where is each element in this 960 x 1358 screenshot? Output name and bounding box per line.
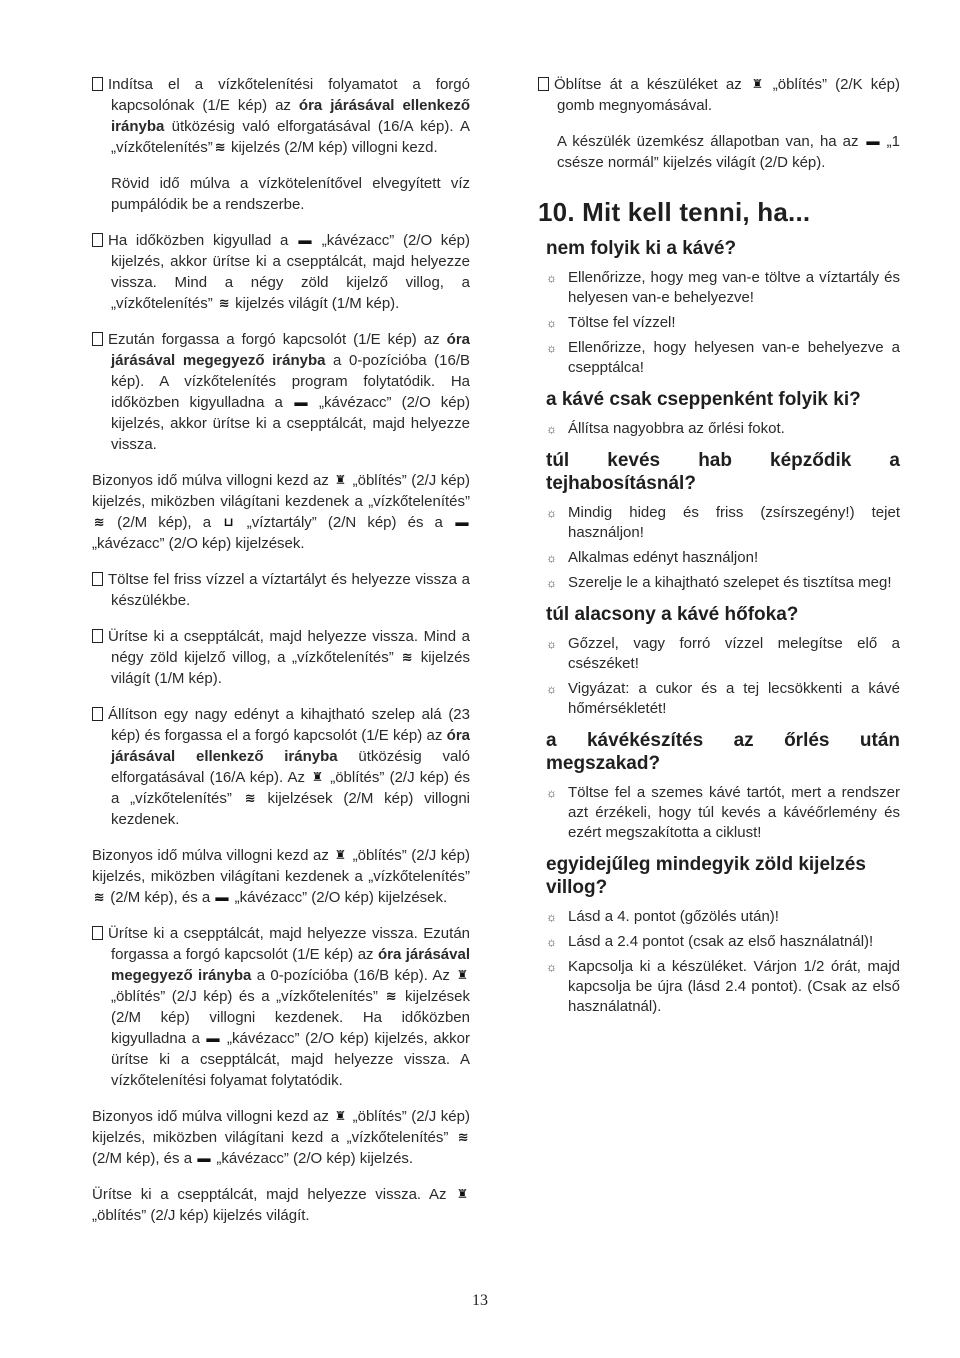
tip-text: Mindig hideg és friss (zsírszegény!) tejet használjon! — [568, 504, 900, 541]
tip-item — [546, 503, 900, 543]
instruction-paragraph — [538, 74, 900, 116]
text-run: „kávézacc” (2/O kép) kijelzések. — [230, 889, 448, 906]
tip-item — [546, 932, 900, 952]
tip-text: Ellenőrizze, hogy meg van-e töltve a víztartály és helyesen van-e behelyezve! — [568, 269, 900, 306]
instruction-paragraph — [92, 704, 470, 830]
steam-icon: ≋ — [385, 989, 397, 1003]
rinse-icon: ♜ — [334, 848, 347, 862]
text-run: „kávézacc” (2/O kép) kijelzés, akkor ürítse ki a csepptálcát, majd helyezze vissza. Mind a négy zöld kijelző villog, a „vízkőtelenítés” — [111, 232, 470, 312]
tip-text: Kapcsolja ki a készüléket. Várjon 1/2 órát, majd kapcsolja be újra (lásd 2.4 pontot). (Csak az első használatnál). — [568, 958, 900, 1015]
bold-text-run: óra járásával ellenkező irányba — [111, 97, 470, 135]
bulb-icon: ☼ — [546, 576, 557, 590]
text-run: „öblítés” (2/J kép) kijelzés, miközben világítani kezdenek a „vízkőtelenítés” — [92, 472, 470, 510]
instruction-paragraph — [538, 131, 900, 173]
text-run: „öblítés” (2/J kép) és a „vízkőtelenítés” — [111, 769, 470, 807]
text-run: kijelzések (2/M kép) villogni kezdenek. Ha időközben kigyulladna a — [111, 988, 470, 1047]
bulb-icon: ☼ — [546, 551, 557, 565]
question-heading: túl kevés hab képződik a tejhabosításnál? — [546, 450, 900, 494]
text-run: „öblítés” (2/J kép) kijelzés világít. — [92, 1207, 310, 1224]
tip-item — [546, 573, 900, 593]
text-run: a 0-pozícióba (16/B kép). A vízkőtelenítés program folytatódik. Ha időközben kigyulladna a — [111, 352, 470, 411]
tank-icon: ⊔ — [223, 515, 235, 529]
cup-icon: ▬ — [215, 890, 230, 904]
tip-text: Töltse fel vízzel! — [568, 314, 676, 331]
steam-icon: ≋ — [218, 296, 230, 310]
cup-icon: ▬ — [206, 1031, 221, 1045]
instruction-paragraph — [92, 74, 470, 158]
text-run: (2/M kép), a — [106, 514, 223, 531]
steam-icon: ≋ — [214, 140, 226, 154]
bold-text-run: óra járásával megegyező irányba — [111, 331, 470, 369]
checkbox-icon — [92, 77, 103, 91]
tip-item — [546, 907, 900, 927]
bulb-icon: ☼ — [546, 910, 557, 924]
question-heading: egyidejűleg mindegyik zöld kijelzés villog? — [546, 854, 866, 898]
tip-text: Töltse fel a szemes kávé tartót, mert a rendszer azt érzékeli, hogy túl kevés a kávéőrlemény és ezért megszakította a ciklust! — [568, 784, 900, 841]
instruction-paragraph — [92, 923, 470, 1091]
text-run: (2/M kép), és a — [106, 889, 215, 906]
text-run: A készülék üzemkész állapotban van, ha az — [557, 133, 865, 150]
rinse-icon: ♜ — [311, 770, 324, 784]
text-run: kijelzés világít (1/M kép). — [111, 649, 470, 687]
text-run: „kávézacc” (2/O kép) kijelzések. — [92, 535, 305, 552]
cup-icon: ▬ — [197, 1151, 211, 1165]
section-heading: 10. Mit kell tenni, ha... — [538, 197, 811, 227]
instruction-paragraph — [92, 329, 470, 455]
bulb-icon: ☼ — [546, 316, 557, 330]
question-heading: a kávé csak cseppenként folyik ki? — [546, 389, 861, 410]
checkbox-icon — [538, 77, 549, 91]
checkbox-icon — [92, 233, 103, 247]
text-run: „víztartály” (2/N kép) és a — [235, 514, 454, 531]
question-heading: túl alacsony a kávé hőfoka? — [546, 604, 799, 625]
text-run: Állítson egy nagy edényt a kihajtható szelep alá (23 kép) és forgassa el a forgó kapcsolót (1/E kép) az — [108, 706, 470, 744]
steam-icon: ≋ — [244, 791, 256, 805]
steam-icon: ≋ — [457, 1130, 469, 1144]
text-run: ütközésig való elforgatásával (16/A kép). Az — [111, 748, 470, 786]
instruction-paragraph — [92, 1106, 470, 1169]
text-run: „kávézacc” (2/O kép) kijelzés. — [212, 1150, 414, 1167]
steam-icon: ≋ — [93, 890, 105, 904]
bulb-icon: ☼ — [546, 935, 557, 949]
bulb-icon: ☼ — [546, 682, 557, 696]
text-run: „öblítés” (2/K kép) gomb megnyomásával. — [557, 76, 900, 114]
cup-icon: ▬ — [294, 395, 308, 409]
text-run: „öblítés” (2/J kép) kijelzés, miközben világítani kezd a „vízkőtelenítés” — [92, 1108, 470, 1146]
steam-icon: ≋ — [93, 515, 105, 529]
text-run: (2/M kép), és a — [92, 1150, 197, 1167]
tip-item — [546, 548, 900, 568]
text-run: Indítsa el a vízkőtelenítési folyamatot a forgó kapcsolónak (1/E kép) az — [108, 76, 470, 114]
rinse-icon: ♜ — [334, 473, 347, 487]
bulb-icon: ☼ — [546, 341, 557, 355]
instruction-paragraph — [92, 173, 470, 215]
rinse-icon: ♜ — [456, 1187, 469, 1201]
text-run: „kávézacc” (2/O kép) kijelzés, akkor ürítse ki a csepptálcát, majd helyezze vissza. A vízkőtelenítési folyamat folytatódik. — [111, 1030, 470, 1089]
text-run: „öblítés” (2/J kép) és a „vízkőtelenítés” — [111, 988, 385, 1005]
tip-text: Lásd a 4. pontot (gőzölés után)! — [568, 908, 779, 925]
instruction-paragraph — [92, 1184, 470, 1226]
checkbox-icon — [92, 629, 103, 643]
text-run: Öblítse át a készüléket az — [554, 76, 750, 93]
checkbox-icon — [92, 332, 103, 346]
instruction-paragraph — [92, 845, 470, 908]
text-run: kijelzés (2/M kép) villogni kezd. — [226, 139, 438, 156]
page-number: 13 — [472, 1292, 488, 1309]
tip-item — [546, 679, 900, 719]
bold-text-run: óra járásával megegyező irányba — [111, 946, 470, 984]
text-run: Ürítse ki a csepptálcát, majd helyezze vissza. Az — [92, 1186, 456, 1203]
tip-item — [546, 338, 900, 378]
bulb-icon: ☼ — [546, 637, 557, 651]
checkbox-icon — [92, 572, 103, 586]
bulb-icon: ☼ — [546, 422, 557, 436]
tip-text: Ellenőrizze, hogy helyesen van-e behelyezve a csepptálca! — [568, 339, 900, 376]
tip-text: Állítsa nagyobbra az őrlési fokot. — [568, 420, 785, 437]
instruction-paragraph — [92, 230, 470, 314]
bulb-icon: ☼ — [546, 271, 557, 285]
text-run: ütközésig való elforgatásával (16/A kép). A „vízkőtelenítés” — [111, 118, 470, 156]
checkbox-icon — [92, 707, 103, 721]
tip-item — [546, 634, 900, 674]
rinse-icon: ♜ — [751, 77, 764, 91]
question-heading: nem folyik ki a kávé? — [546, 238, 737, 259]
text-run: Töltse fel friss vízzel a víztartályt és helyezze vissza a készülékbe. — [108, 571, 470, 609]
rinse-icon: ♜ — [456, 968, 469, 982]
tip-item — [546, 783, 900, 843]
tip-text: Szerelje le a kihajtható szelepet és tisztítsa meg! — [568, 574, 892, 591]
instruction-paragraph — [92, 470, 470, 554]
bulb-icon: ☼ — [546, 960, 557, 974]
text-run: kijelzések (2/M kép) villogni kezdenek. — [111, 790, 470, 828]
text-run: Ezután forgassa a forgó kapcsolót (1/E kép) az — [108, 331, 447, 348]
tip-text: Lásd a 2.4 pontot (csak az első használatnál)! — [568, 933, 874, 950]
steam-icon: ≋ — [401, 650, 413, 664]
text-run: kijelzés világít (1/M kép). — [230, 295, 400, 312]
instruction-paragraph — [92, 626, 470, 689]
text-run: Bizonyos idő múlva villogni kezd az — [92, 1108, 334, 1125]
text-run: Ha időközben kigyullad a — [108, 232, 298, 249]
tip-text: Alkalmas edényt használjon! — [568, 549, 759, 566]
text-run: Rövid idő múlva a vízkötelenítővel elvegyített víz pumpálódik be a rendszerbe. — [111, 175, 470, 213]
text-run: Bizonyos idő múlva villogni kezd az — [92, 472, 334, 489]
right-column — [538, 74, 900, 1022]
cup-icon: ▬ — [865, 134, 880, 148]
bulb-icon: ☼ — [546, 506, 557, 520]
text-run: Bizonyos idő múlva villogni kezd az — [92, 847, 334, 864]
tip-item — [546, 313, 900, 333]
instruction-paragraph — [92, 569, 470, 611]
bold-text-run: óra járásával ellenkező irányba — [111, 727, 470, 765]
cup-icon: ▬ — [298, 233, 312, 247]
rinse-icon: ♜ — [334, 1109, 347, 1123]
cup-icon: ▬ — [455, 515, 469, 529]
text-run: „1 csésze normál” kijelzés világít (2/D kép). — [557, 133, 900, 171]
tip-text: Vigyázat: a cukor és a tej lecsökkenti a kávé hőmérsékletét! — [568, 680, 900, 717]
text-run: Ürítse ki a csepptálcát, majd helyezze vissza. Ezután forgassa a forgó kapcsolót (1/E kép) az — [108, 925, 470, 963]
text-run: „öblítés” (2/J kép) kijelzés, miközben világítani kezdenek a „vízkőtelenítés” — [92, 847, 470, 885]
left-column — [92, 74, 470, 1241]
tip-item — [546, 957, 900, 1017]
tip-item — [546, 419, 900, 439]
tip-item — [546, 268, 900, 308]
bulb-icon: ☼ — [546, 786, 557, 800]
tip-text: Gőzzel, vagy forró vízzel melegítse elő a csészéket! — [568, 635, 900, 672]
text-run: Ürítse ki a csepptálcát, majd helyezze vissza. Mind a négy zöld kijelző villog, a „vízkőtelenítés” — [108, 628, 470, 666]
text-run: „kávézacc” (2/O kép) kijelzés, akkor ürítse ki a csepptálcát, majd helyezze vissza. — [111, 394, 470, 453]
question-heading: a kávékészítés az őrlés után megszakad? — [546, 730, 900, 774]
text-run: a 0-pozícióba (16/B kép). Az — [251, 967, 456, 984]
checkbox-icon — [92, 926, 103, 940]
